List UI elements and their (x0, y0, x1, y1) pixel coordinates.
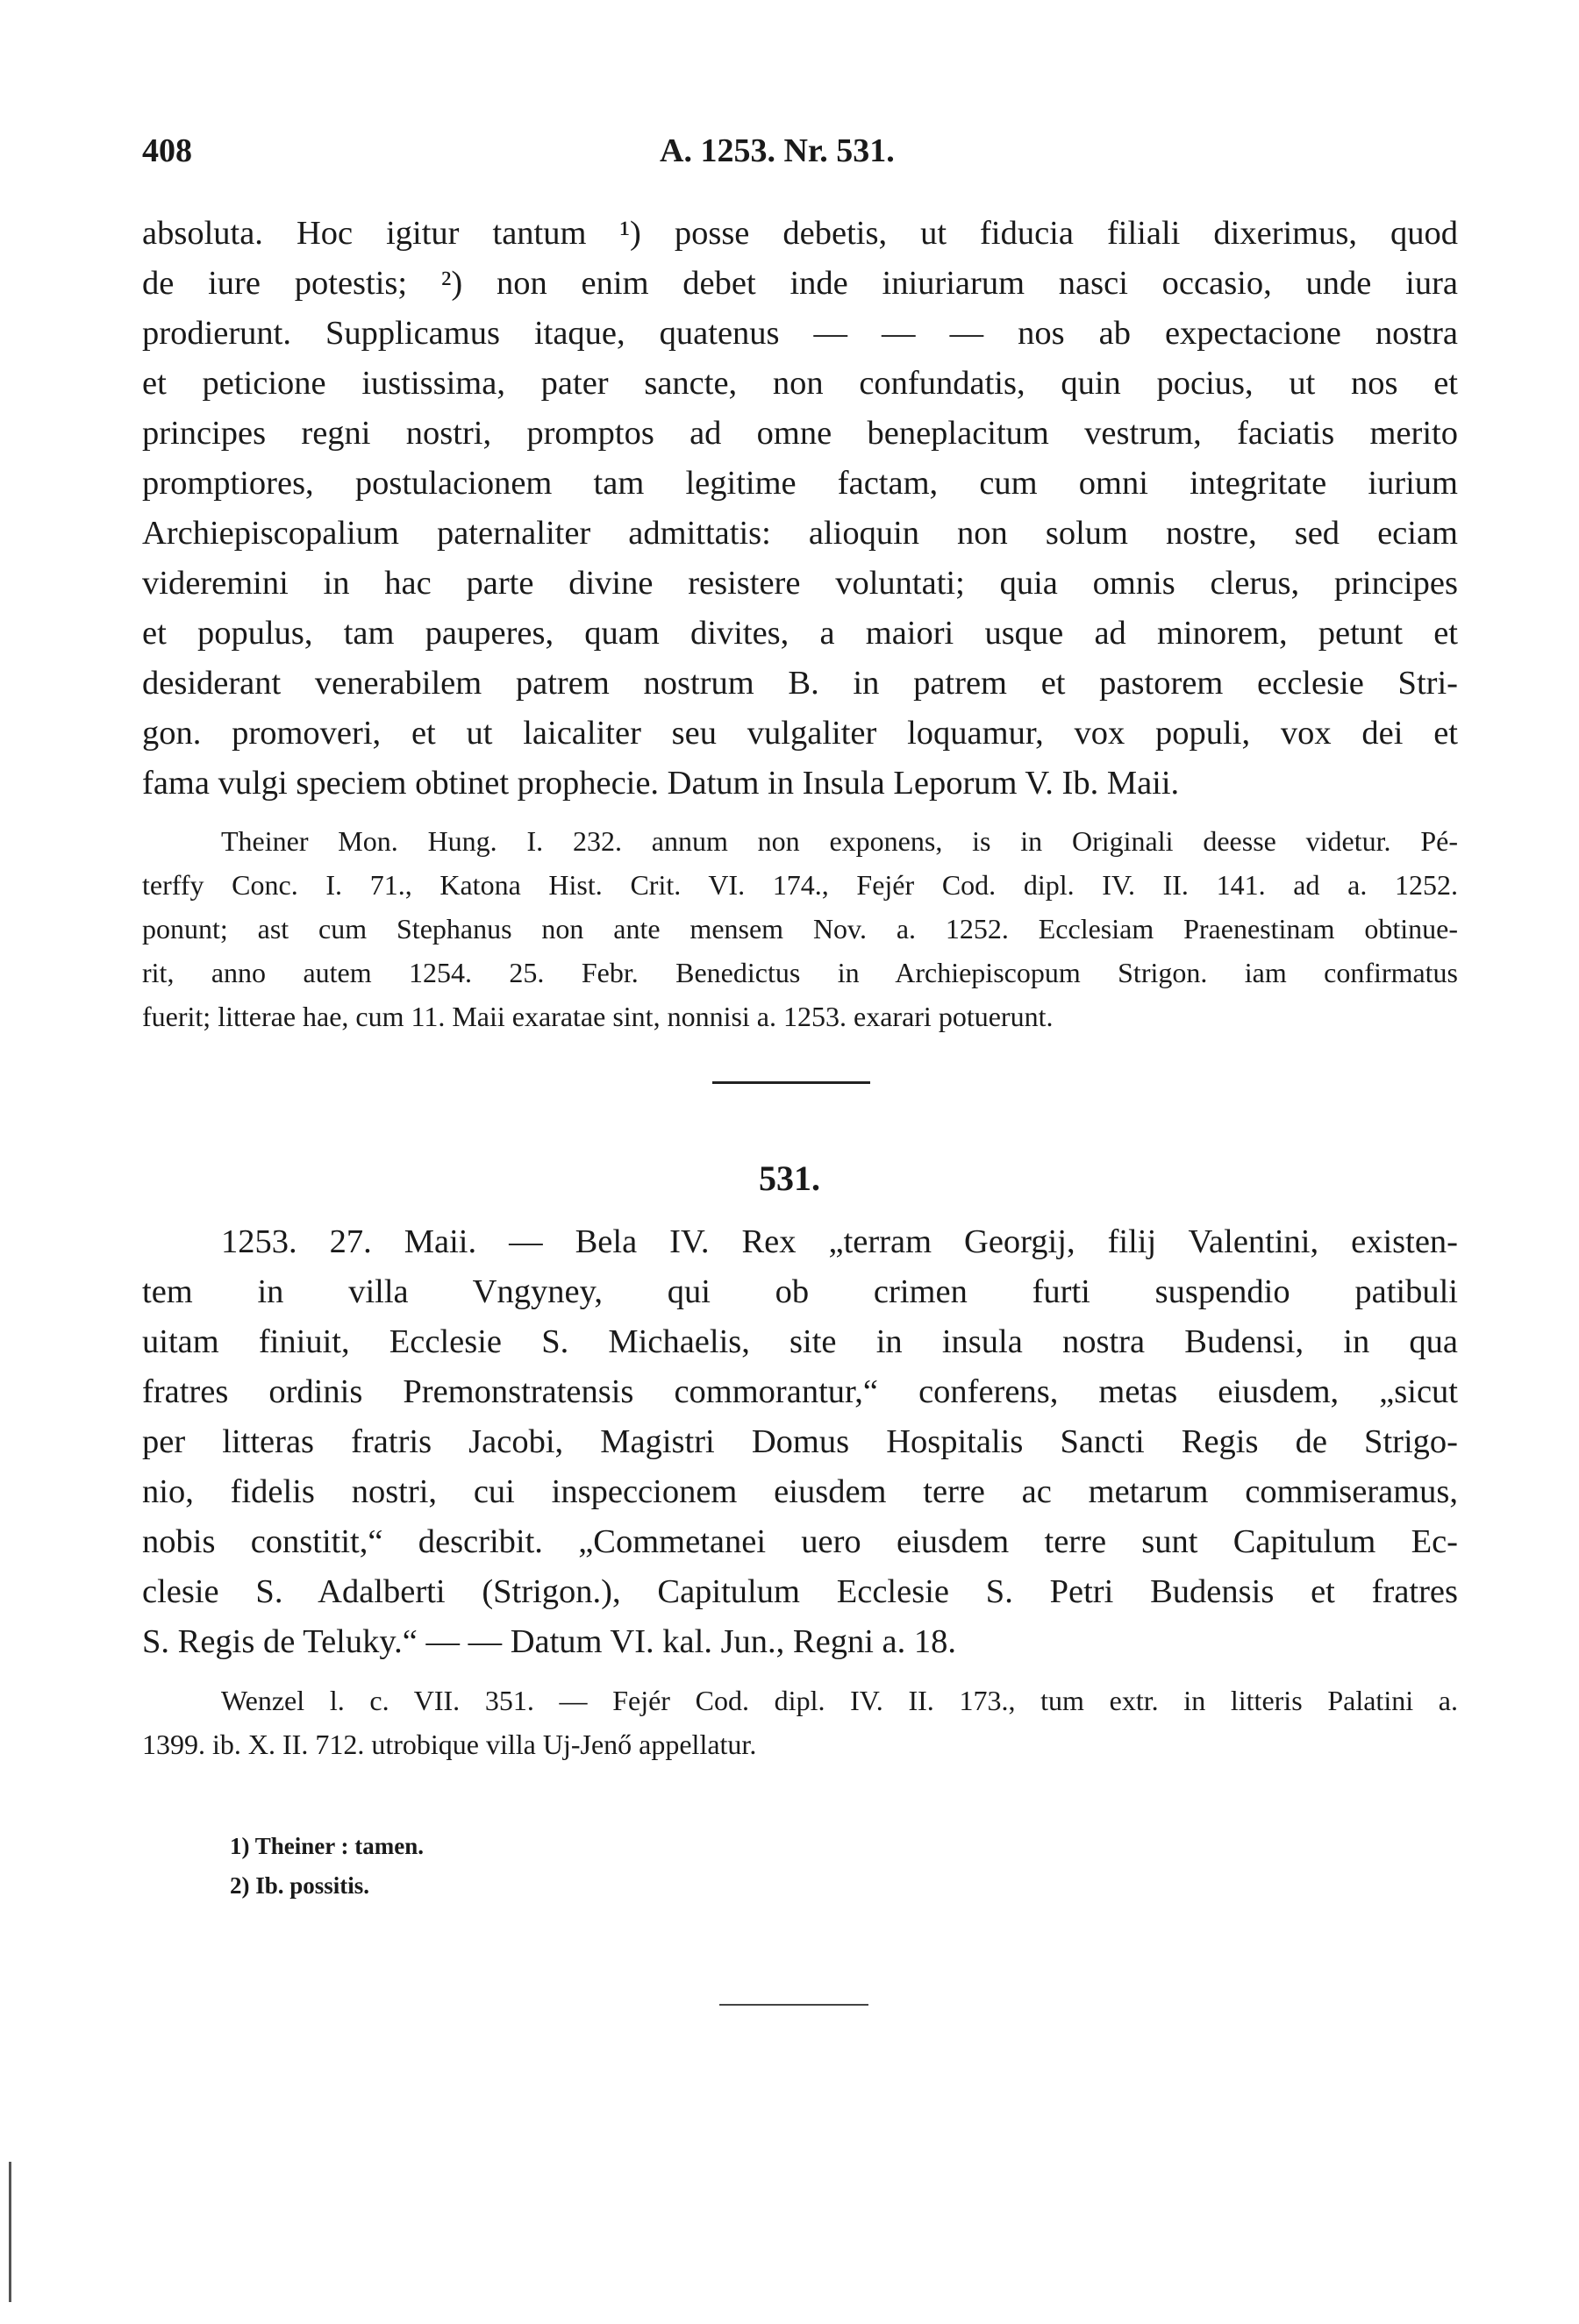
scan-edge-mark (9, 2162, 11, 2302)
note-line: fuerit; litterae hae, cum 11. Maii exaratae sint, nonnisi a. 1253. exarari potuerunt. (142, 1001, 1054, 1032)
note-line: rit, anno autem 1254. 25. Febr. Benedictus in Archiepiscopum Strigon. iam confirmatus (142, 957, 1458, 988)
text-line: Archiepiscopalium paternaliter admittatis: alioquin non solum nostre, sed eciam (142, 515, 1458, 552)
section-divider (712, 1081, 870, 1084)
text-line: absoluta. Hoc igitur tantum ¹) posse debetis, ut fiducia filiali dixerimus, quod (142, 215, 1458, 252)
text-line: gon. promoveri, et ut laicaliter seu vulgaliter loquamur, vox populi, vox dei et (142, 715, 1458, 752)
note-line: terffy Conc. I. 71., Katona Hist. Crit. VI. 174., Fejér Cod. dipl. IV. II. 141. ad a. 1252. (142, 869, 1458, 901)
text-line: fratres ordinis Premonstratensis commorantur,“ conferens, metas eiusdem, „sicut (142, 1373, 1458, 1410)
text-line: per litteras fratris Jacobi, Magistri Domus Hospitalis Sancti Regis de Strigo- (142, 1423, 1458, 1460)
text-line: uitam finiuit, Ecclesie S. Michaelis, site in insula nostra Budensi, in qua (142, 1323, 1458, 1360)
note-line: Wenzel l. c. VII. 351. — Fejér Cod. dipl. IV. II. 173., tum extr. in litteris Palatini a. (221, 1685, 1458, 1716)
text-line: 1253. 27. Maii. — Bela IV. Rex „terram Georgij, filij Valentini, existen- (221, 1223, 1458, 1260)
text-line: de iure potestis; ²) non enim debet inde iniuriarum nasci occasio, unde iura (142, 265, 1458, 302)
text-line: desiderant venerabilem patrem nostrum B. in patrem et pastorem ecclesie Stri- (142, 665, 1458, 702)
bottom-divider (719, 2004, 868, 2006)
footnote: 1) Theiner : tamen. (230, 1833, 424, 1859)
document-number: 531. (759, 1158, 820, 1198)
page-number: 408 (142, 132, 192, 169)
text-line: prodierunt. Supplicamus itaque, quatenus — — — nos ab expectacione nostra (142, 315, 1458, 352)
text-line: et peticione iustissima, pater sancte, non confundatis, quin pocius, ut nos et (142, 365, 1458, 402)
text-line: promptiores, postulacionem tam legitime factam, cum omni integritate iurium (142, 465, 1458, 502)
text-line: videremini in hac parte divine resistere voluntati; quia omnis clerus, principes (142, 565, 1458, 602)
page-header (142, 132, 1458, 175)
running-head: A. 1253. Nr. 531. (660, 132, 895, 169)
text-line: S. Regis de Teluky.“ — — Datum VI. kal. Jun., Regni a. 18. (142, 1623, 956, 1660)
text-line: principes regni nostri, promptos ad omne beneplacitum vestrum, faciatis merito (142, 415, 1458, 452)
text-line: et populus, tam pauperes, quam divites, a maiori usque ad minorem, petunt et (142, 615, 1458, 652)
footnote: 2) Ib. possitis. (230, 1872, 370, 1899)
text-line: nio, fidelis nostri, cui inspeccionem eiusdem terre ac metarum commiseramus, (142, 1473, 1458, 1510)
note-line: Theiner Mon. Hung. I. 232. annum non exponens, is in Originali deesse videtur. Pé- (221, 825, 1458, 857)
text-line: nobis constitit,“ describit. „Commetanei uero eiusdem terre sunt Capitulum Ec- (142, 1523, 1458, 1560)
text-line: fama vulgi speciem obtinet prophecie. Datum in Insula Leporum V. Ib. Maii. (142, 765, 1180, 802)
text-line: clesie S. Adalberti (Strigon.), Capitulum Ecclesie S. Petri Budensis et fratres (142, 1573, 1458, 1610)
note-line: 1399. ib. X. II. 712. utrobique villa Uj-Jenő appellatur. (142, 1729, 757, 1760)
note-line: ponunt; ast cum Stephanus non ante mensem Nov. a. 1252. Ecclesiam Praenestinam obtinue- (142, 913, 1458, 945)
text-line: tem in villa Vngyney, qui ob crimen furti suspendio patibuli (142, 1273, 1458, 1310)
